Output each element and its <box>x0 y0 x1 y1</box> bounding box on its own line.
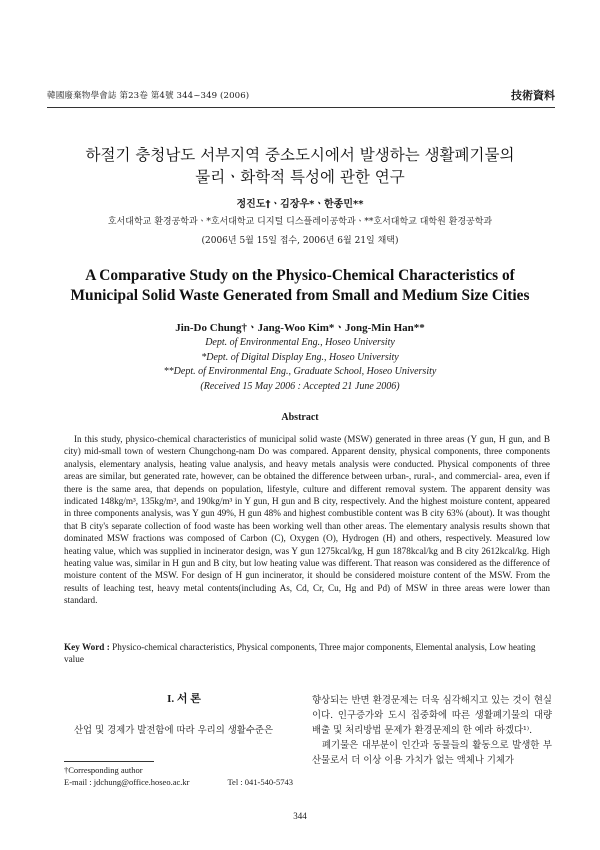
introduction-paragraph-2: 폐기물은 대부분이 인간과 동물들의 활동으로 발생한 부산물로서 더 이상 이용 가치가 없는 액체나 기체가 <box>312 740 552 766</box>
header-rule <box>47 107 555 108</box>
korean-title-line-1: 하절기 충청남도 서부지역 중소도시에서 발생하는 생활폐기물의 <box>85 146 515 164</box>
author-email: E-mail : jdchung@office.hoseo.ac.kr <box>64 777 190 787</box>
footnote <box>64 764 293 788</box>
introduction-heading: I. 서 론 <box>167 693 201 705</box>
english-title <box>30 266 570 306</box>
english-title-line-2: Municipal Solid Waste Generated from Small and Medium Size Cities <box>70 287 530 304</box>
english-affiliations <box>0 336 600 394</box>
korean-authors: 정진도†ㆍ김장우*ㆍ한종민** <box>236 199 364 210</box>
english-title-line-1: A Comparative Study on the Physico-Chemical Characteristics of <box>85 267 515 284</box>
english-authors: Jin-Do Chung†ㆍJang-Woo Kim*ㆍJong-Min Han** <box>175 322 425 334</box>
english-dates: (Received 15 May 2006 : Accepted 21 June 2006) <box>200 380 400 392</box>
affiliation-2: *Dept. of Digital Display Eng., Hoseo University <box>201 351 399 363</box>
footnote-rule <box>64 761 154 762</box>
abstract-heading: Abstract <box>281 412 319 423</box>
left-column <box>64 690 304 738</box>
korean-title-line-2: 물리ㆍ화학적 특성에 관한 연구 <box>195 168 405 186</box>
right-column <box>312 693 552 768</box>
keywords-label: Key Word : <box>64 642 110 652</box>
affiliation-3: **Dept. of Environmental Eng., Graduate School, Hoseo University <box>163 366 437 377</box>
introduction-paragraph-1: 향상되는 반면 환경문제는 더욱 심각해지고 있는 것이 현실이다. 인구증가와 도시 집중화에 따른 생활폐기물의 대량 배출 및 처리방법 문제가 환경문제의 한 예라 하겠다¹⁾. <box>312 695 552 736</box>
running-head <box>47 89 555 105</box>
corresponding-author-note: †Corresponding author <box>64 765 143 775</box>
korean-dates: (2006년 5월 15일 접수, 2006년 6월 21일 채택) <box>201 236 399 246</box>
abstract-body: In this study, physico-chemical characteristics of municipal solid waste (MSW) generated in three areas (Y gun, H gun, and B city) mid-small town of western Chungchong-nam Do was compared. Apparent density, physical components, three components analysis, elementary analysis, heating value analysis, and heavy metals analysis were conducted. Physical components of three areas are similar, but generated rate, however, can be obtained the difference between urban-, rural-, and commercial- area, even if there is the same area, that depends on population, lifestyle, culture and different removal system. The apparent density was indicated 148kg/m³, 135kg/m³, and 190kg/m³ in Y gun, H gun and B city, respectively. And the highest moisture content, appeared in three components analysis, was Y gun 49%, H gun 48% and highest combustible content was B city 63% (about). It was thought that B city's separate collection of food waste has been working well than other areas. The elementary analysis results shown that dominated MSW fractions was composed of Carbon (C), Oxygen (O), Hydrogen (H) and others, respectively. Measured low heating value, which was supplied in incinerator design, was Y gun 1275kcal/kg, H gun 1878kcal/kg and B city 2612kcal/kg. High heating value was, similar in H gun and B city, but low heating value was different. That reason was considered as the difference of moisture content of the MSW. For design of H gun incinerator, it should be considered moisture content of the MSW. From the results of leaching test, heavy metal contents(including As, Cd, Cr, Cu, Hg and Pd) of MSW in three areas were lower than standard. <box>64 434 550 606</box>
journal-reference: 韓國廢棄物學會誌 第23卷 第4號 344~349 (2006) <box>47 91 250 101</box>
author-telephone: Tel : 041-540-5743 <box>227 777 293 787</box>
keywords-text: Physico-chemical characteristics, Physical components, Three major components, Elemental analysis, Low heating value <box>64 642 536 665</box>
page-number: 344 <box>293 811 307 821</box>
introduction-text-left: 산업 및 경제가 발전함에 따라 우리의 생활수준은 <box>74 725 274 736</box>
affiliation-1: Dept. of Environmental Eng., Hoseo University <box>205 337 395 348</box>
korean-title <box>40 144 560 188</box>
korean-affiliations: 호서대학교 환경공학과ㆍ*호서대학교 디지털 디스플레이공학과ㆍ**호서대학교 대학원 환경공학과 <box>107 217 493 227</box>
keywords <box>64 641 550 666</box>
section-label: 技術資料 <box>511 89 555 102</box>
